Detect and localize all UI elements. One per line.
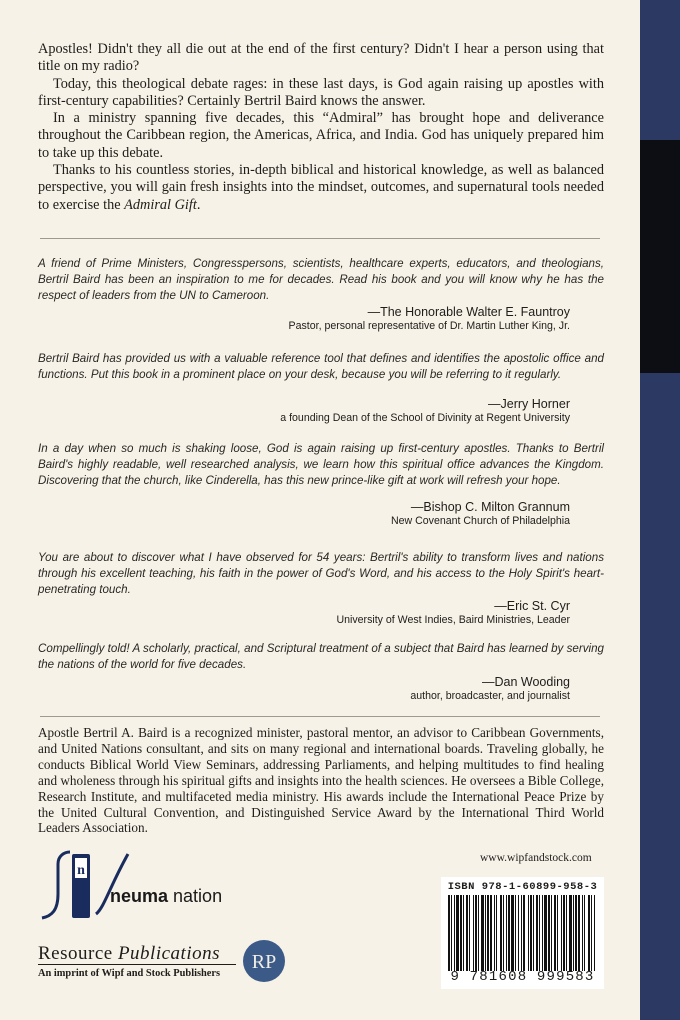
endorser-role: University of West Indies, Baird Ministries, Leader xyxy=(336,614,570,627)
neuma-nation-wordmark xyxy=(110,886,222,907)
barcode-bar xyxy=(511,895,514,971)
barcode-bar xyxy=(533,895,534,971)
resource-word: Resource xyxy=(38,943,113,964)
blurb-paragraph-4-text: Thanks to his countless stories, in-depth biblical and historical knowledge, as well as balanced perspective, you will gain fresh insights into the mindset, outcomes, and supernatural tools needed to exercise the xyxy=(38,162,604,213)
endorsement-quote: You are about to discover what I have observed for 54 years: Bertril's ability to transform lives and nations through his excellent teaching, his faith in the power of God's Word, and his access to the Holy Spirit's heart-penetrating touch. xyxy=(38,551,604,596)
barcode-bar xyxy=(506,895,507,971)
rp-badge-icon xyxy=(242,939,286,983)
barcode-bar xyxy=(584,895,585,971)
endorsement-quote: Bertril Baird has provided us with a valuable reference tool that defines and identifies the apostolic office and functions. Put this book in a prominent place on your desk, because you will be referring to it regularly. xyxy=(38,352,604,381)
barcode-bar xyxy=(515,895,516,971)
barcode-bar xyxy=(475,895,477,971)
barcode-digits: 9 781608 999583 xyxy=(450,969,595,985)
barcode-bar xyxy=(557,895,558,971)
barcode-bar xyxy=(554,895,556,971)
barcode-bar xyxy=(490,895,492,971)
endorser-role: a founding Dean of the School of Divinity at Regent University xyxy=(280,411,570,424)
barcode-bar xyxy=(569,895,572,971)
barcode-bar xyxy=(469,895,470,971)
resource-publications-title xyxy=(38,943,220,965)
barcode-bar xyxy=(485,895,486,971)
barcode-bar xyxy=(566,895,567,971)
cover-blurb xyxy=(38,41,604,214)
endorser-name: —Eric St. Cyr xyxy=(494,599,570,614)
barcode-bar xyxy=(473,895,474,971)
barcode-bar xyxy=(481,895,484,971)
barcode-bar xyxy=(523,895,525,971)
endorser-role: New Covenant Church of Philadelphia xyxy=(390,515,570,528)
publications-word: Publications xyxy=(117,943,221,964)
endorsement-1 xyxy=(38,256,604,333)
blurb-paragraph-4 xyxy=(38,162,604,214)
barcode-bar xyxy=(508,895,510,971)
imprint-underline xyxy=(38,964,236,965)
endorsement-quote: Compellingly told! A scholarly, practical, and Scriptural treatment of a subject that Baird has learned by serving the nations of the world for five decades. xyxy=(38,642,604,671)
barcode-bar xyxy=(591,895,592,971)
barcode-bar xyxy=(496,895,497,971)
neuma-mark: n xyxy=(77,863,85,878)
endorser-name: —Dan Wooding xyxy=(481,674,570,689)
neuma-word: neuma xyxy=(110,886,169,906)
barcode-bar xyxy=(530,895,532,971)
endorser-role: Pastor, personal representative of Dr. Martin Luther King, Jr. xyxy=(288,320,570,333)
barcode-bar xyxy=(561,895,562,971)
barcode-bar xyxy=(494,895,495,971)
endorsement-quote: A friend of Prime Ministers, Congresspersons, scientists, healthcare experts, educators, and theologians, Bertril Baird has been an inspiration to me for decades. Read his book and you will know why he has the respect of leaders from the UN to Cameroon. xyxy=(38,257,604,302)
barcode-bar xyxy=(594,895,595,971)
publisher-url: www.wipfandstock.com xyxy=(480,852,592,864)
spine-dark-band xyxy=(640,140,680,373)
endorser-name: —The Honorable Walter E. Fauntroy xyxy=(367,305,570,320)
blurb-paragraph-4-end: . xyxy=(196,196,201,213)
barcode-bar xyxy=(466,895,468,971)
barcode-bar xyxy=(539,895,540,971)
barcode-bar xyxy=(528,895,529,971)
endorsement-quote: In a day when so much is shaking loose, God is again raising up first-century apostles. Thanks to Bertril Baird's highly readable, well researched analysis, we learn how this spiritual office advances the Kingdom. Discovering that the church, like Cinderella, has this new prince-like gift at work will refresh your hope. xyxy=(38,442,604,487)
isbn-barcode xyxy=(441,877,604,989)
endorsement-3 xyxy=(38,441,604,528)
barcode-bar xyxy=(487,895,489,971)
barcode-bar xyxy=(454,895,455,971)
barcode-bar xyxy=(575,895,577,971)
author-bio: Apostle Bertril A. Baird is a recognized minister, pastoral mentor, an advisor to Caribbean Governments, and United Nations consultant, and sits on many regional and international boards. Traveling globally, he conducts Biblical World View Seminars, addressing Parliaments, and helping multitudes to find healing and wholeness through his spiritual gifts and insights into the health sciences. He oversees a Bible College, Research Institute, and multifaceted media ministry. His awards include the International Peace Prize by the United Cultural Convention, and Distinguished Service Award by the International Third World Leaders Association. xyxy=(38,725,604,836)
divider-top xyxy=(40,238,600,239)
nation-word: nation xyxy=(168,886,223,906)
barcode-bar xyxy=(460,895,462,971)
barcode-bar xyxy=(503,895,504,971)
endorser-name: —Jerry Horner xyxy=(488,396,570,411)
barcode-bar xyxy=(500,895,502,971)
blurb-paragraph-1: Apostles! Didn't they all die out at the end of the first century? Didn't I hear a person using that title on my radio? xyxy=(38,41,604,75)
endorsement-2 xyxy=(38,351,604,425)
barcode-bar xyxy=(463,895,464,971)
barcode-bars xyxy=(446,895,599,971)
endorsement-4 xyxy=(38,550,604,627)
barcode-bar xyxy=(573,895,574,971)
barcode-bar xyxy=(563,895,565,971)
barcode-bar xyxy=(548,895,550,971)
endorser-name: —Bishop C. Milton Grannum xyxy=(410,500,570,515)
endorsement-5 xyxy=(38,641,604,703)
blurb-paragraph-2: Today, this theological debate rages: in these last days, is God again raising up apostles with first-century capabilities? Certainly Bertril Baird knows the answer. xyxy=(38,75,604,109)
blurb-paragraph-3: In a ministry spanning five decades, this “Admiral” has brought hope and deliverance throughout the Caribbean region, the Americas, Africa, and India. God has uniquely prepared him to take up this debate. xyxy=(38,110,604,161)
barcode-bar xyxy=(521,895,522,971)
barcode-bar xyxy=(451,895,452,971)
barcode-bar xyxy=(551,895,552,971)
admiral-gift-title: Admiral Gift xyxy=(124,196,197,213)
barcode-bar xyxy=(518,895,519,971)
imprint-line: An imprint of Wipf and Stock Publishers xyxy=(38,968,221,979)
barcode-bar xyxy=(448,895,450,971)
barcode-bar xyxy=(478,895,479,971)
endorser-role: author, broadcaster, and journalist xyxy=(410,689,570,702)
barcode-bar xyxy=(588,895,590,971)
barcode-bar xyxy=(542,895,543,971)
rp-badge-letters: RP xyxy=(251,951,277,973)
barcode-bar xyxy=(536,895,538,971)
divider-bottom xyxy=(40,716,600,717)
barcode-bar xyxy=(456,895,459,971)
isbn-label: ISBN 978-1-60899-958-3 xyxy=(447,881,598,893)
barcode-bar xyxy=(578,895,580,971)
barcode-bar xyxy=(582,895,583,971)
barcode-bar xyxy=(544,895,547,971)
